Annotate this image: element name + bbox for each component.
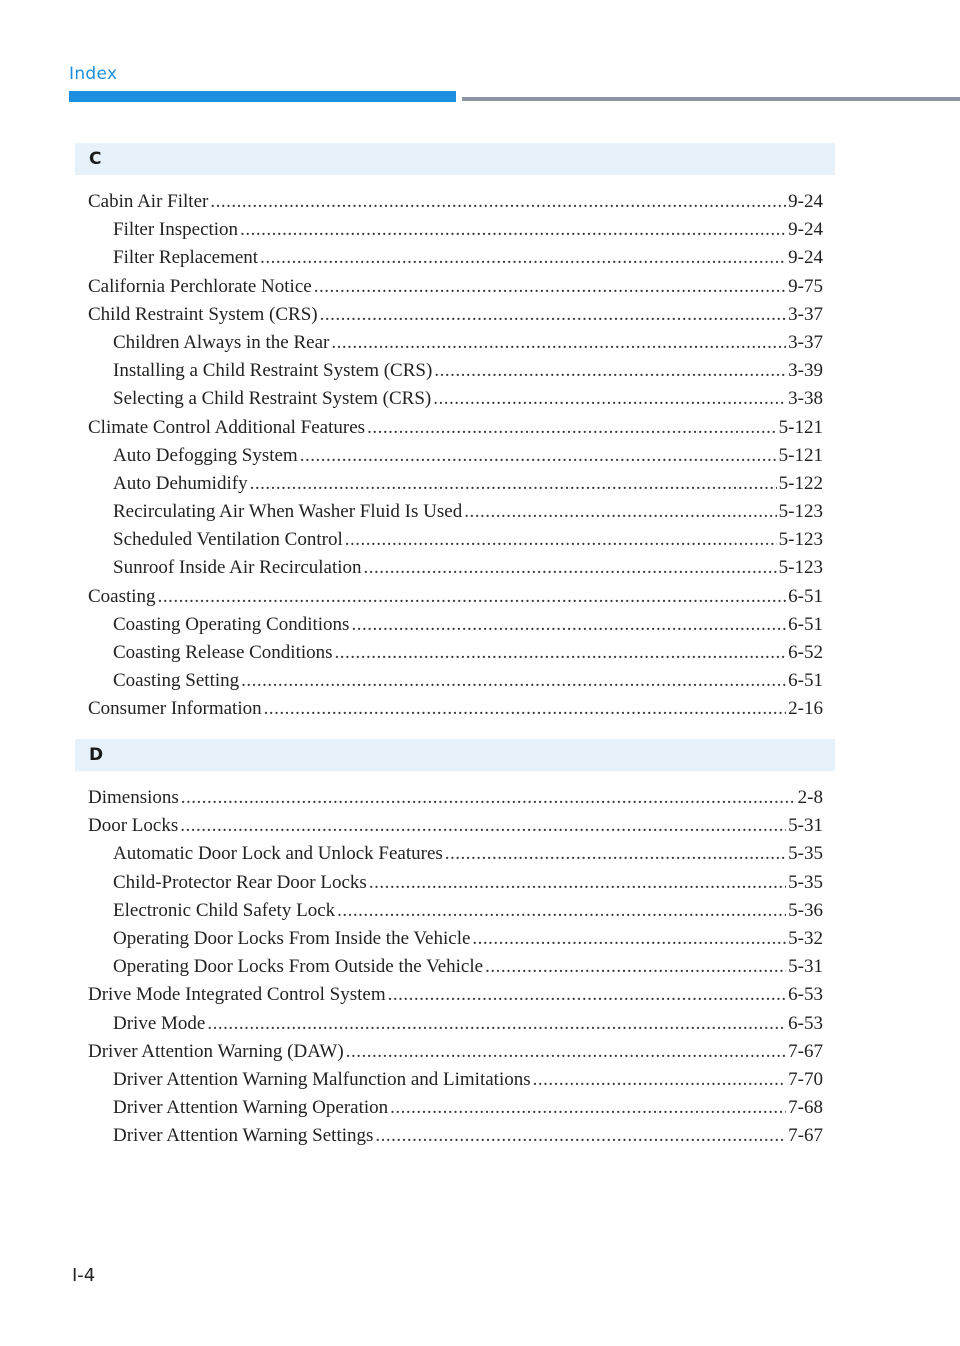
entry-page: 6-53 (788, 1012, 823, 1034)
section-letter-d: D (75, 739, 835, 771)
entry-page: 6-51 (788, 585, 823, 607)
dot-leader (367, 414, 777, 442)
index-subentry[interactable] (75, 385, 823, 413)
entry-label: Cabin Air Filter (88, 191, 209, 212)
entry-page: 6-51 (788, 613, 823, 635)
index-entry[interactable] (75, 812, 823, 840)
dot-leader (351, 611, 786, 639)
entry-page: 5-31 (788, 815, 823, 837)
entry-label: Auto Dehumidify (113, 472, 248, 494)
dot-leader (445, 840, 786, 868)
section-letter-c: C (75, 143, 835, 175)
entry-label: Sunroof Inside Air Recirculation (113, 557, 362, 579)
index-entry[interactable] (75, 414, 823, 442)
index-subentry[interactable] (75, 639, 823, 667)
index-entries-d (75, 784, 835, 1150)
dot-leader (241, 667, 786, 695)
dot-leader (250, 470, 777, 498)
index-subentry[interactable] (75, 1010, 823, 1038)
dot-leader (390, 1094, 786, 1122)
entry-label: Driver Attention Warning Malfunction and Limitations (113, 1068, 531, 1090)
entry-label: Operating Door Locks From Inside the Vehicle (113, 927, 471, 949)
entry-page: 9-24 (788, 191, 823, 212)
entry-page: 3-39 (788, 360, 823, 382)
index-subentry[interactable] (75, 526, 823, 554)
dot-leader (364, 554, 777, 582)
entry-page: 5-123 (778, 557, 823, 579)
index-subentry[interactable] (75, 840, 823, 868)
entry-label: Recirculating Air When Washer Fluid Is Used (113, 501, 463, 523)
dot-leader (180, 812, 786, 840)
dot-leader (472, 925, 786, 953)
dot-leader (433, 385, 786, 413)
index-subentry[interactable] (75, 554, 823, 582)
dot-leader (210, 188, 786, 216)
entry-label: California Perchlorate Notice (88, 275, 312, 297)
entry-label: Filter Inspection (113, 219, 239, 241)
dot-leader (240, 216, 786, 244)
dot-leader (346, 1038, 786, 1066)
entry-label: Selecting a Child Restraint System (CRS) (113, 388, 432, 410)
index-subentry[interactable] (75, 498, 823, 526)
entry-page: 2-16 (788, 698, 823, 720)
index-subentry[interactable] (75, 1122, 823, 1150)
index-subentry[interactable] (75, 216, 823, 244)
entry-page: 5-123 (778, 501, 823, 523)
dot-leader (464, 498, 776, 526)
dot-leader (331, 329, 786, 357)
entry-page: 6-52 (788, 642, 823, 663)
entry-page: 7-68 (788, 1097, 823, 1119)
index-subentry[interactable] (75, 244, 823, 272)
entry-page: 6-53 (788, 984, 823, 1006)
entry-page: 5-31 (788, 956, 823, 978)
index-section-c (75, 143, 835, 724)
index-entries-c (75, 188, 835, 724)
entry-label: Scheduled Ventilation Control (113, 529, 343, 551)
dot-leader (533, 1066, 787, 1094)
entry-page: 5-35 (788, 871, 823, 893)
header-rule-blue (69, 91, 456, 102)
entry-page: 5-35 (788, 843, 823, 865)
dot-leader (300, 442, 777, 470)
dot-leader (388, 981, 787, 1009)
entry-label: Coasting Setting (113, 670, 240, 692)
index-subentry[interactable] (75, 611, 823, 639)
dot-leader (337, 897, 786, 925)
entry-page: 5-123 (778, 529, 823, 551)
entry-page: 5-121 (778, 444, 823, 466)
index-entry[interactable] (75, 273, 823, 301)
entry-label: Driver Attention Warning Settings (113, 1125, 374, 1147)
entry-label: Drive Mode (113, 1012, 206, 1034)
index-entry[interactable] (75, 583, 823, 611)
entry-label: Filter Replacement (113, 247, 259, 269)
entry-page: 7-67 (788, 1125, 823, 1147)
entry-label: Driver Attention Warning Operation (113, 1097, 389, 1119)
index-subentry[interactable] (75, 470, 823, 498)
index-entry[interactable] (75, 695, 823, 723)
entry-page: 3-37 (788, 303, 823, 325)
index-subentry[interactable] (75, 1094, 823, 1122)
dot-leader (320, 301, 787, 329)
entry-label: Climate Control Additional Features (88, 416, 366, 438)
index-subentry[interactable] (75, 329, 823, 357)
entry-label: Drive Mode Integrated Control System (88, 984, 386, 1006)
entry-page: 5-121 (778, 416, 823, 438)
entry-label: Operating Door Locks From Outside the Vehicle (113, 956, 484, 978)
index-entry[interactable] (75, 188, 823, 216)
entry-label: Driver Attention Warning (DAW) (88, 1040, 344, 1062)
entry-label: Installing a Child Restraint System (CRS) (113, 360, 433, 382)
index-subentry[interactable] (75, 953, 823, 981)
index-subentry[interactable] (75, 667, 823, 695)
entry-page: 6-51 (788, 670, 823, 692)
dot-leader (158, 583, 787, 611)
index-section-d (75, 739, 835, 1150)
entry-page: 5-36 (788, 899, 823, 921)
entry-label: Coasting (88, 585, 156, 607)
entry-label: Coasting Release Conditions (113, 642, 333, 663)
entry-page: 9-24 (788, 219, 823, 241)
index-entry[interactable] (75, 981, 823, 1009)
page-number: I-4 (72, 1265, 96, 1286)
entry-label: Auto Defogging System (113, 444, 298, 466)
entry-page: 7-67 (788, 1040, 823, 1062)
dot-leader (314, 273, 786, 301)
dot-leader (375, 1122, 786, 1150)
entry-label: Children Always in the Rear (113, 331, 330, 353)
entry-label: Coasting Operating Conditions (113, 613, 350, 635)
entry-label: Consumer Information (88, 698, 262, 720)
page-header-title: Index (69, 64, 118, 84)
entry-label: Dimensions (88, 787, 179, 808)
entry-page: 3-37 (788, 331, 823, 353)
dot-leader (345, 526, 777, 554)
entry-page: 9-75 (788, 275, 823, 297)
index-subentry[interactable] (75, 1066, 823, 1094)
entry-page: 2-8 (797, 787, 823, 808)
header-rule-gray (462, 97, 960, 101)
entry-page: 5-32 (788, 927, 823, 949)
entry-page: 5-122 (778, 472, 823, 494)
dot-leader (369, 869, 786, 897)
entry-label: Child-Protector Rear Door Locks (113, 871, 367, 893)
dot-leader (181, 784, 796, 812)
entry-page: 7-70 (788, 1068, 823, 1090)
index-entry[interactable] (75, 301, 823, 329)
index-entry[interactable] (75, 784, 823, 812)
dot-leader (434, 357, 786, 385)
dot-leader (335, 639, 787, 667)
dot-leader (485, 953, 786, 981)
dot-leader (260, 244, 786, 272)
dot-leader (264, 695, 787, 723)
entry-label: Automatic Door Lock and Unlock Features (113, 843, 443, 865)
index-subentry[interactable] (75, 357, 823, 385)
index-subentry[interactable] (75, 442, 823, 470)
index-subentry[interactable] (75, 869, 823, 897)
entry-label: Electronic Child Safety Lock (113, 899, 336, 921)
dot-leader (207, 1010, 786, 1038)
index-subentry[interactable] (75, 897, 823, 925)
entry-label: Door Locks (88, 815, 179, 837)
index-entry[interactable] (75, 1038, 823, 1066)
index-subentry[interactable] (75, 925, 823, 953)
entry-page: 9-24 (788, 247, 823, 269)
entry-page: 3-38 (788, 388, 823, 410)
entry-label: Child Restraint System (CRS) (88, 303, 318, 325)
